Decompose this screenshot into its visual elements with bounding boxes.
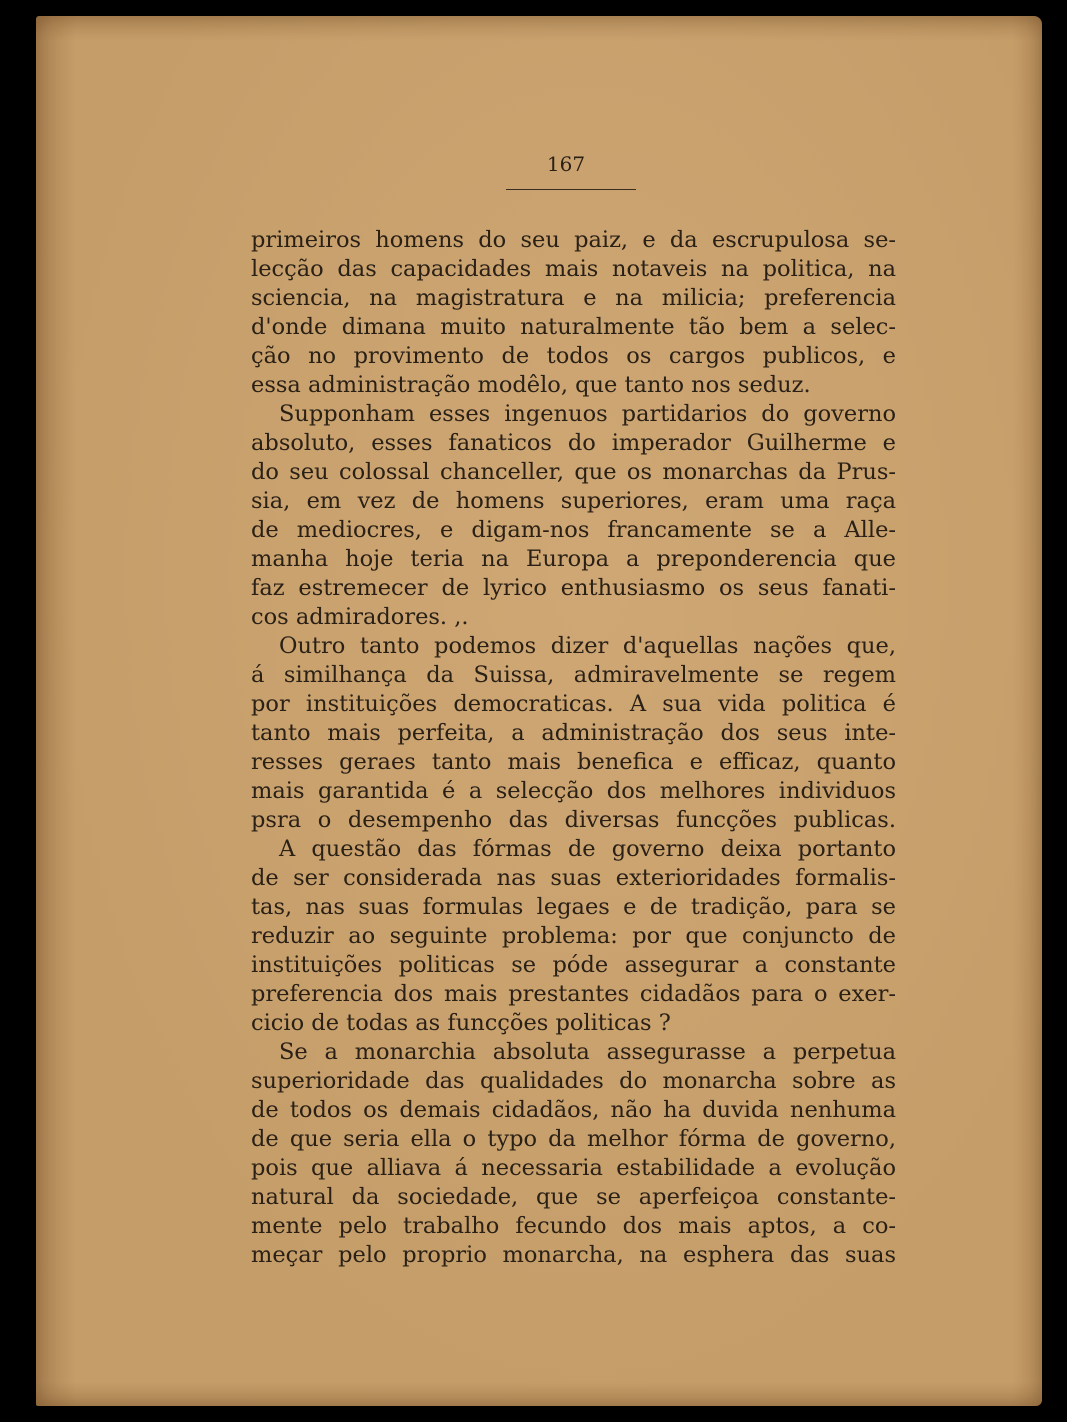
text-line: natural da sociedade, que se aperfeiçoa constante- bbox=[251, 1184, 896, 1210]
text-line: por instituições democraticas. A sua vida politica é bbox=[251, 691, 896, 717]
text-line: lecção das capacidades mais notaveis na politica, na bbox=[251, 256, 896, 282]
text-line: pois que alliava á necessaria estabilidade a evolução bbox=[251, 1155, 896, 1181]
text-line: reduzir ao seguinte problema: por que conjuncto de bbox=[251, 923, 896, 949]
text-line: faz estremecer de lyrico enthusiasmo os seus fanati- bbox=[251, 575, 896, 601]
body-text bbox=[251, 226, 896, 1306]
text-line: primeiros homens do seu paiz, e da escrupulosa se- bbox=[251, 227, 896, 253]
text-line: A questão das fórmas de governo deixa portanto bbox=[279, 836, 896, 862]
text-line: cos admiradores. ,. bbox=[251, 604, 469, 630]
header-rule bbox=[506, 189, 636, 190]
text-line: essa administração modêlo, que tanto nos seduz. bbox=[251, 372, 811, 398]
text-line: d'onde dimana muito naturalmente tão bem a selec- bbox=[251, 314, 896, 340]
text-line: cicio de todas as funcções politicas ? bbox=[251, 1010, 671, 1036]
page-number: 167 bbox=[546, 152, 586, 176]
text-line: de mediocres, e digam-nos francamente se a Alle- bbox=[251, 517, 896, 543]
text-line: do seu colossal chanceller, que os monarchas da Prus- bbox=[251, 459, 896, 485]
text-line: á similhança da Suissa, admiravelmente se regem bbox=[251, 662, 896, 688]
book-page bbox=[36, 16, 1042, 1406]
text-line: de que seria ella o typo da melhor fórma de governo, bbox=[251, 1126, 896, 1152]
text-line: resses geraes tanto mais benefica e efficaz, quanto bbox=[251, 749, 896, 775]
text-line: Outro tanto podemos dizer d'aquellas nações que, bbox=[279, 633, 896, 659]
text-line: tanto mais perfeita, a administração dos seus inte- bbox=[251, 720, 896, 746]
text-line: preferencia dos mais prestantes cidadãos para o exer- bbox=[251, 981, 896, 1007]
text-line: superioridade das qualidades do monarcha sobre as bbox=[251, 1068, 896, 1094]
text-line: meçar pelo proprio monarcha, na esphera das suas bbox=[251, 1242, 896, 1268]
text-line: manha hoje teria na Europa a preponderencia que bbox=[251, 546, 896, 572]
text-line: psra o desempenho das diversas funcções publicas. bbox=[251, 807, 896, 833]
text-line: mais garantida é a selecção dos melhores individuos bbox=[251, 778, 896, 804]
text-line: sia, em vez de homens superiores, eram uma raça bbox=[251, 488, 896, 514]
text-line: de todos os demais cidadãos, não ha duvida nenhuma bbox=[251, 1097, 896, 1123]
text-line: de ser considerada nas suas exterioridades formalis- bbox=[251, 865, 896, 891]
text-line: absoluto, esses fanaticos do imperador Guilherme e bbox=[251, 430, 896, 456]
text-line: mente pelo trabalho fecundo dos mais aptos, a co- bbox=[251, 1213, 896, 1239]
text-line: Se a monarchia absoluta assegurasse a perpetua bbox=[279, 1039, 896, 1065]
text-line: Supponham esses ingenuos partidarios do governo bbox=[279, 401, 896, 427]
text-line: ção no provimento de todos os cargos publicos, e bbox=[251, 343, 896, 369]
text-line: tas, nas suas formulas legaes e de tradição, para se bbox=[251, 894, 896, 920]
text-line: instituições politicas se póde assegurar a constante bbox=[251, 952, 896, 978]
text-line: sciencia, na magistratura e na milicia; preferencia bbox=[251, 285, 896, 311]
